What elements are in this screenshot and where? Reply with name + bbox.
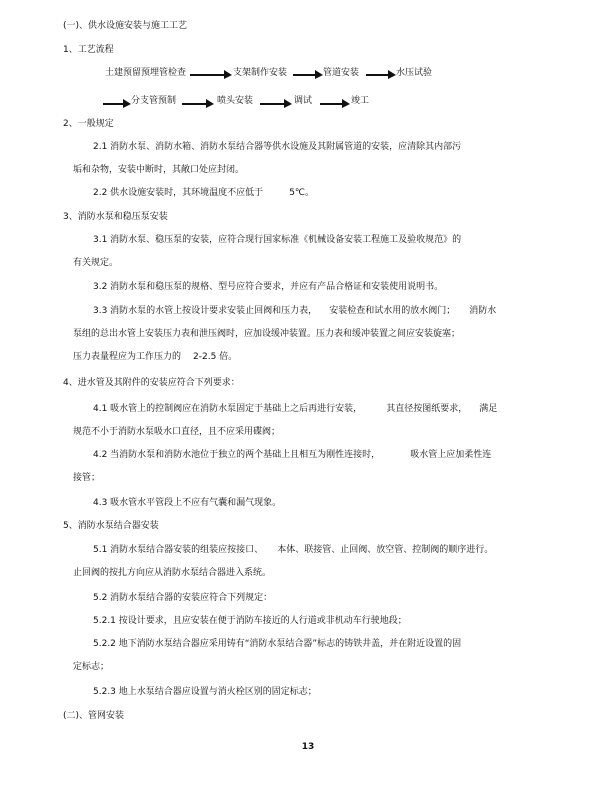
- flow-arrow-icon: [190, 69, 232, 81]
- paragraph-3-3-line-1: [93, 305, 496, 317]
- page-number: 13: [301, 742, 315, 752]
- paragraph-5-2: 5.2 消防水泵结合器的安装应符合下列规定：: [93, 593, 273, 603]
- flow-arrow-icon: [293, 69, 323, 81]
- heading-inlet-pipe: 4、进水管及其附件的安装应符合下列要求：: [63, 378, 240, 388]
- heading-pump-connector: 5、消防水泵结合器安装: [63, 521, 159, 531]
- paragraph-5-2-3: 5.2.3 地上水泵结合器应设置与消火栓区别的固定标志；: [93, 687, 317, 697]
- paragraph-2-2-temperature: 5℃。: [289, 188, 315, 198]
- paragraph-3-3-range-label: 压力表量程应为工作压力的: [73, 352, 182, 362]
- flow-step-5: 分支管预制: [131, 96, 177, 106]
- paragraph-3-3-line-3: [73, 351, 237, 363]
- section-heading-supply: (一)、供水设施安装与施工工艺: [63, 21, 188, 31]
- flow-arrow-icon: [182, 98, 214, 110]
- paragraph-5-2-2-line-2: 定标志；: [73, 662, 110, 672]
- paragraph-2-2-text: 2.2 供水设施安装时，其环境温度不应低于: [93, 188, 264, 198]
- paragraph-4-2-part-2: 吸水管上应加柔性连: [410, 450, 492, 460]
- flow-arrow-icon: [320, 98, 350, 110]
- heading-process-flow: 1、工艺流程: [63, 45, 114, 55]
- flow-arrow-icon: [103, 98, 131, 110]
- paragraph-5-2-2-line-1: 5.2.2 地下消防水泵结合器应采用铸有“消防水泵结合器”标志的铸铁井盖，并在附近设置的固: [93, 639, 462, 649]
- paragraph-5-1-part-2: 本体、联接管、止回阀、放空管、控制阀的顺序进行。: [277, 545, 494, 555]
- paragraph-4-1-part-2: 其直径按图纸要求，: [386, 404, 468, 414]
- heading-general-rules: 2、一般规定: [63, 119, 114, 129]
- flow-step-6: 喷头安装: [217, 96, 254, 106]
- paragraph-4-2-part-1: 4.2 当消防水泵和消防水池位于独立的两个基础上且相互为刚性连接时，: [93, 450, 381, 460]
- paragraph-3-3-line-2: 泵组的总出水管上安装压力表和泄压阀时，应加设缓冲装置。压力表和缓冲装置之间应安装旋塞；: [73, 329, 461, 339]
- flow-step-3: 管道安装: [323, 68, 360, 78]
- paragraph-4-1-part-3: 满足: [479, 404, 498, 414]
- paragraph-5-1-line-2: 止回阀的按扎方向应从消防水泵结合器进入系统。: [73, 568, 272, 578]
- flow-arrow-icon: [260, 98, 292, 110]
- flow-step-8: 竣工: [351, 96, 370, 106]
- paragraph-3-3-range-value: 2-2.5 倍。: [193, 352, 238, 362]
- paragraph-4-1-line-1: [93, 403, 497, 415]
- paragraph-5-2-1: 5.2.1 按设计要求，且应安装在便于消防车接近的人行道或非机动车行驶地段；: [93, 616, 407, 626]
- paragraph-4-2-line-2: 接管；: [73, 473, 101, 483]
- paragraph-2-1-line-1: 2.1 消防水泵、消防水箱、消防水泵结合器等供水设施及其附属管道的安装，应清除其内部污: [93, 142, 462, 152]
- flow-step-7: 调试: [294, 96, 313, 106]
- paragraph-3-3-part-2: 安装检查和试水用的放水阀门；: [329, 306, 456, 316]
- paragraph-2-2: [93, 187, 314, 199]
- heading-pump-install: 3、消防水泵和稳压泵安装: [63, 212, 168, 222]
- paragraph-3-1-line-2: 有关规定。: [73, 258, 119, 268]
- flow-step-2: 支架制作安装: [233, 68, 288, 78]
- paragraph-5-1-part-1: 5.1 消防水泵结合器安装的组装应按接口、: [93, 545, 264, 555]
- flow-step-4: 水压试验: [396, 68, 433, 78]
- paragraph-4-1-part-1: 4.1 吸水管上的控制阀应在消防水泵固定于基础上之后再进行安装，: [93, 404, 363, 414]
- paragraph-4-3: 4.3 吸水管水平管段上不应有气囊和漏气现象。: [93, 498, 282, 508]
- paragraph-3-3-part-3: 消防水: [469, 306, 497, 316]
- section-heading-pipe-network: (二)、管网安装: [63, 711, 125, 721]
- paragraph-5-1-line-1: [93, 544, 493, 556]
- paragraph-3-3-part-1: 3.3 消防水泵的水管上按设计要求安装止回阀和压力表，: [93, 306, 318, 316]
- flow-arrow-icon: [366, 69, 396, 81]
- paragraph-3-2: 3.2 消防水泵和稳压泵的规格、型号应符合要求，并应有产品合格证和安装使用说明书。: [93, 282, 444, 292]
- paragraph-4-1-line-2: 规范不小于消防水泵吸水口直径，且不应采用碟阀；: [73, 427, 281, 437]
- flow-step-1: 土建预留预埋管检查: [105, 68, 187, 78]
- paragraph-4-2-line-1: [93, 449, 491, 461]
- paragraph-2-1-line-2: 垢和杂物，安装中断时，其敞口处应封闭。: [73, 165, 245, 175]
- paragraph-3-1-line-1: 3.1 消防水泵、稳压泵的安装，应符合现行国家标准《机械设备安装工程施工及验收规范》的: [93, 235, 462, 245]
